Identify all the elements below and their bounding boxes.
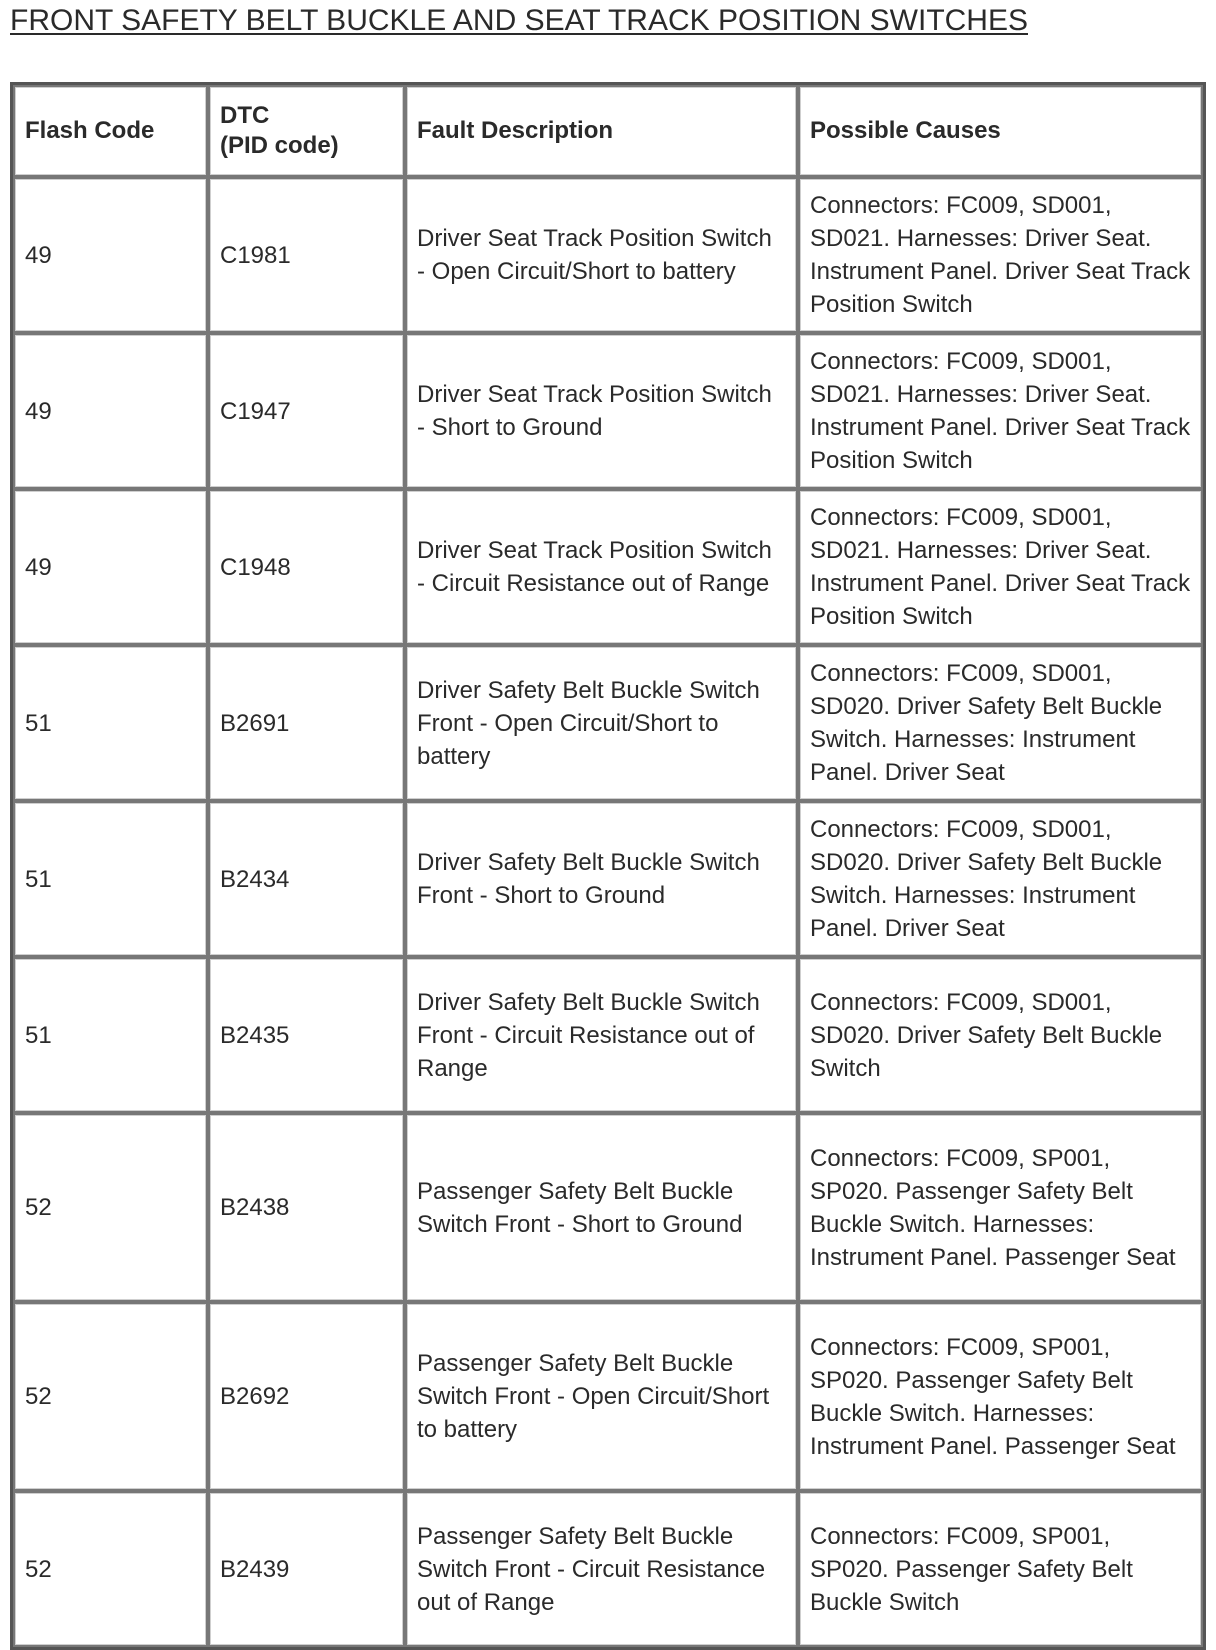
table-row (13, 801, 1203, 957)
header-dtc-line1: DTC (220, 102, 270, 129)
table-row (13, 645, 1203, 801)
header-flash-code: Flash Code (13, 85, 208, 177)
flash-code-cell: 52 (13, 1113, 208, 1302)
dtc-cell: B2691 (208, 645, 405, 801)
flash-code-cell: 51 (13, 801, 208, 957)
fault-description-cell: Driver Seat Track Position Switch - Open Circuit/Short to battery (405, 177, 798, 333)
fault-description-cell: Driver Safety Belt Buckle Switch Front - Short to Ground (405, 801, 798, 957)
possible-causes-cell: Connectors: FC009, SD001, SD020. Driver Safety Belt Buckle Switch (798, 957, 1203, 1113)
flash-code-cell: 51 (13, 957, 208, 1113)
fault-description-cell: Driver Seat Track Position Switch - Short to Ground (405, 333, 798, 489)
table-row (13, 177, 1203, 333)
flash-code-cell: 49 (13, 489, 208, 645)
dtc-cell: C1981 (208, 177, 405, 333)
dtc-cell: B2435 (208, 957, 405, 1113)
dtc-table (10, 82, 1206, 1650)
possible-causes-cell: Connectors: FC009, SP001, SP020. Passenger Safety Belt Buckle Switch. Harnesses: Instrument Panel. Passenger Seat (798, 1302, 1203, 1491)
possible-causes-cell: Connectors: FC009, SD001, SD021. Harnesses: Driver Seat. Instrument Panel. Driver Seat Track Position Switch (798, 489, 1203, 645)
possible-causes-cell: Connectors: FC009, SP001, SP020. Passenger Safety Belt Buckle Switch (798, 1491, 1203, 1647)
table-row (13, 1302, 1203, 1491)
dtc-cell: B2438 (208, 1113, 405, 1302)
table-row (13, 957, 1203, 1113)
possible-causes-cell: Connectors: FC009, SD001, SD021. Harnesses: Driver Seat. Instrument Panel. Driver Seat Track Position Switch (798, 333, 1203, 489)
flash-code-cell: 49 (13, 333, 208, 489)
table-row (13, 1491, 1203, 1647)
fault-description-cell: Passenger Safety Belt Buckle Switch Front - Short to Ground (405, 1113, 798, 1302)
fault-description-cell: Passenger Safety Belt Buckle Switch Front - Open Circuit/Short to battery (405, 1302, 798, 1491)
dtc-cell: B2439 (208, 1491, 405, 1647)
fault-description-cell: Passenger Safety Belt Buckle Switch Front - Circuit Resistance out of Range (405, 1491, 798, 1647)
possible-causes-cell: Connectors: FC009, SP001, SP020. Passenger Safety Belt Buckle Switch. Harnesses: Instrument Panel. Passenger Seat (798, 1113, 1203, 1302)
possible-causes-cell: Connectors: FC009, SD001, SD020. Driver Safety Belt Buckle Switch. Harnesses: Instrument Panel. Driver Seat (798, 645, 1203, 801)
table-row (13, 333, 1203, 489)
possible-causes-cell: Connectors: FC009, SD001, SD020. Driver Safety Belt Buckle Switch. Harnesses: Instrument Panel. Driver Seat (798, 801, 1203, 957)
possible-causes-cell: Connectors: FC009, SD001, SD021. Harnesses: Driver Seat. Instrument Panel. Driver Seat Track Position Switch (798, 177, 1203, 333)
table-row (13, 1113, 1203, 1302)
fault-description-cell: Driver Safety Belt Buckle Switch Front - Open Circuit/Short to battery (405, 645, 798, 801)
table-header-row (13, 85, 1203, 177)
flash-code-cell: 52 (13, 1302, 208, 1491)
dtc-cell: B2434 (208, 801, 405, 957)
flash-code-cell: 52 (13, 1491, 208, 1647)
dtc-cell: B2692 (208, 1302, 405, 1491)
dtc-cell: C1947 (208, 333, 405, 489)
table-row (13, 489, 1203, 645)
page-title: FRONT SAFETY BELT BUCKLE AND SEAT TRACK POSITION SWITCHES (10, 4, 1028, 37)
flash-code-cell: 51 (13, 645, 208, 801)
header-fault-description: Fault Description (405, 85, 798, 177)
header-dtc-line2: (PID code) (220, 132, 339, 159)
fault-description-cell: Driver Safety Belt Buckle Switch Front - Circuit Resistance out of Range (405, 957, 798, 1113)
dtc-cell: C1948 (208, 489, 405, 645)
fault-description-cell: Driver Seat Track Position Switch - Circuit Resistance out of Range (405, 489, 798, 645)
header-dtc (208, 85, 405, 177)
header-possible-causes: Possible Causes (798, 85, 1203, 177)
flash-code-cell: 49 (13, 177, 208, 333)
